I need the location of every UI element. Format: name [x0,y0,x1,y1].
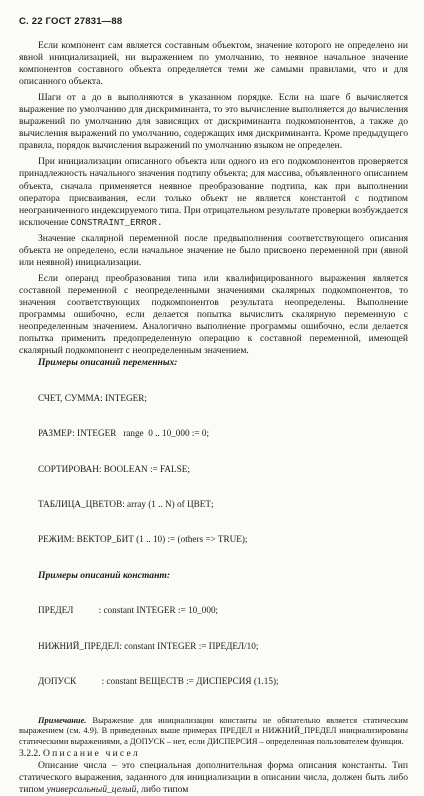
section-title: Описание чисел [43,747,140,759]
paragraph-text: Если операнд преобразования типа или квалифицированного выражения является составной переменной с неопределенными значениями скалярных подкомпонентов, то значения соответствующих подкомпонентов результата неопределены. Выполнение программы ошибочно, если делается попытка вычислить скалярную переменную с неопределенным значением. [19,272,408,333]
page-header: С. 22 ГОСТ 27831—88 [19,16,123,27]
section-number: 3.2.2. [19,747,41,759]
code-line: НИЖНИЙ_ПРЕДЕЛ: constant INTEGER := ПРЕДЕЛ/10; [38,640,259,651]
examples-title: Примеры описаний переменных: [38,357,178,369]
note-text: Выражение для инициализации константы не обязательно является статическим выражением (см. 4.9). В приведенных выше примерах ПРЕДЕЛ и НИЖНИЙ_ПРЕДЕЛ инициализированы статическими выражениями, а ДОПУСК – нет, если ДИСПЕРСИЯ – определенная пользователем функция. [19,715,408,747]
page-body [19,40,408,796]
code-line: РЕЖИМ: ВЕКТОР_БИТ (1 .. 10) := (others => TRUE); [38,534,248,545]
examples-title: Примеры описаний констант: [38,569,171,581]
note-label: Примечание. [38,715,87,725]
note [19,716,408,748]
exception-name: CONSTRAINT_ERROR. [70,217,163,228]
paragraph [19,273,408,357]
paragraph-text: Аналогично выполнение программы ошибочно, если делается попытка применить предопределенную операцию к составной переменной, имеющей скалярный подкомпонент с неопределенным значением. [19,321,408,357]
paragraph: Значение скалярной переменной после предвыполнения соответствующего описания объекта не определено, если начальное значение не было присвоено переменной при (явной или неявной) инициализации. [19,232,408,268]
code-line: СОРТИРОВАН: BOOLEAN := FALSE; [38,463,190,474]
paragraph: Шаги от а до в выполняются в указанном порядке. Если на шаге б вычисляется выражение по умолчанию для дискриминанта, то это вычисление выполняется до вычисления выражений по умолчанию для зависящих от дискриминанта подкомпонентов, а также до вычисления выражений по умолчанию, содержащих имя дискриминанта. Кроме предыдущего правила, порядок вычисления выражений по умолчанию языком не определен. [19,92,408,152]
code-line: ПРЕДЕЛ : constant INTEGER := 10_000; [38,605,219,616]
paragraph: Если компонент сам является составным объектом, значение которого не определено ни явной инициализацией, ни выражением по умолчанию, то неявное начальное значение компонентов составного объекта определяется теми же самыми правилами, что и для описанного объекта. [19,40,408,88]
paragraph-text: При инициализации описанного объекта или одного из его подкомпонентов проверяется принадлежность начального значения подтипу объекта; для массива, объявленного описанием объекта, сначала применяется неявное преобразование подтипа, как при выполнении оператора присваивания, если только объект не является константой с подтипом неограниченного индексируемого типа. При отрицательном результате проверки возбуждается исключение [19,156,408,228]
code-block [38,582,408,712]
paragraph [19,156,408,228]
paragraph [19,760,408,796]
type-name: универсальный_целый, [46,784,139,796]
code-line: ДОПУСК : constant ВЕЩЕСТВ := ДИСПЕРСИЯ (1.15); [38,676,279,687]
code-block [38,369,408,570]
section-heading [19,748,408,760]
paragraph-text: Описание числа – это специальная дополнительная форма описания константы. Тип статического выражения, заданного для инициализации в описании числа, должен быть либо типом [19,760,408,796]
code-line: РАЗМЕР: INTEGER range 0 .. 10_000 := 0; [38,428,210,439]
code-line: СЧЕТ, СУММА: INTEGER; [38,392,147,403]
code-line: ТАБЛИЦА_ЦВЕТОВ: array (1 .. N) of ЦВЕТ; [38,498,214,509]
paragraph-text: либо типом [141,784,189,796]
